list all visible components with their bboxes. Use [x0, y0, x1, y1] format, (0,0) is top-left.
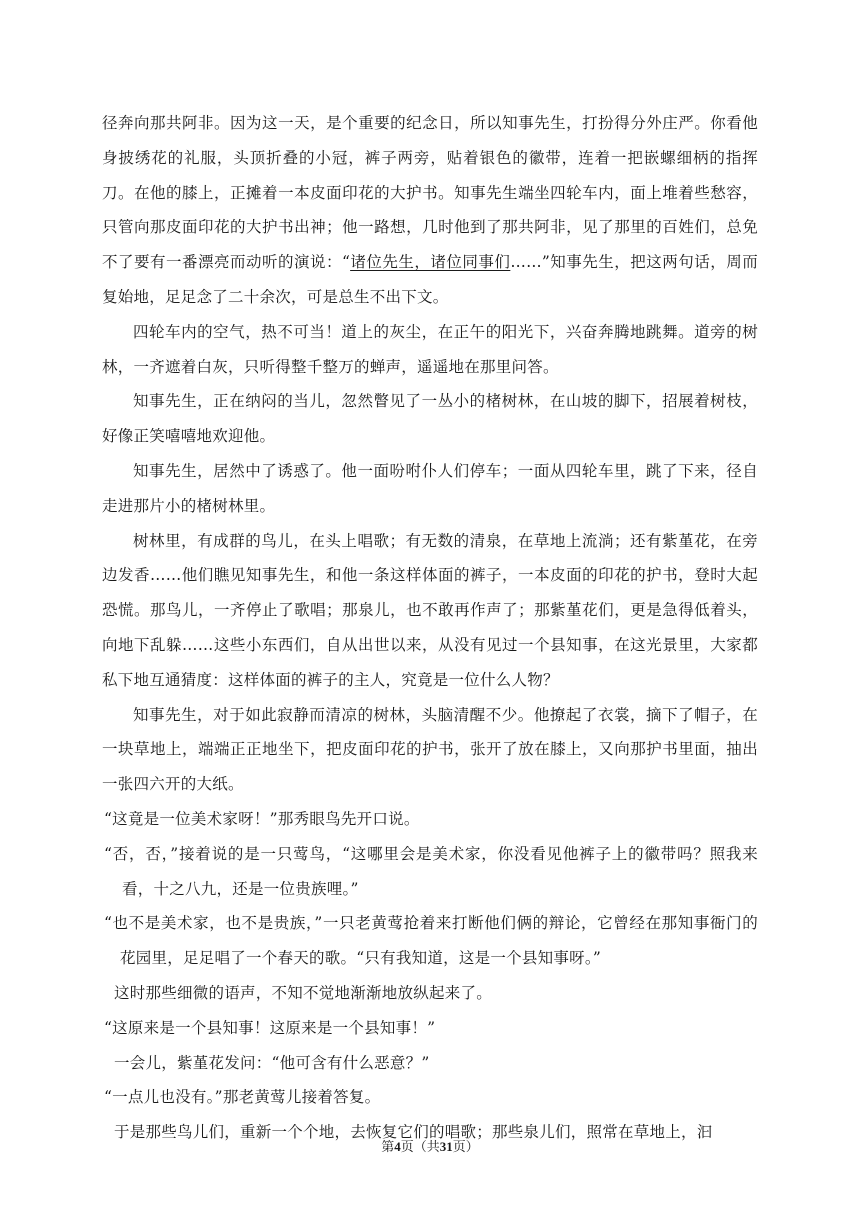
- dialogue-1: “这竟是一位美术家呀！”那秀眼鸟先开口说。: [104, 809, 420, 828]
- dialogue-6: “一点儿也没有。”那老黄莺儿接着答复。: [104, 1088, 381, 1107]
- underlined-phrase: 诸位先生，诸位同事们: [350, 253, 511, 272]
- paragraph-8: 于是那些鸟儿们，重新一个个地，去恢复它们的唱歌；那些泉儿们，照常在草地上，汩: [114, 1123, 713, 1142]
- paragraph-5: 树林里，有成群的鸟儿，在头上唱歌；有无数的清泉，在草地上流淌；还有紫堇花，在旁边发香……他们瞧见知事先生，和他一条这样体面的裤子，一本皮面的印花的护书，登时大起恐慌。那鸟儿，一齐停止了歌唱；那泉儿，也不敢再作声了；那紫堇花们，更是急得低着头，向地下乱躲……这些小东西们，自从出世以来，从没有见过一个县知事，在这光景里，大家都私下地互通猜度：这样体面的裤子的主人，究竟是一位什么人物？: [102, 531, 758, 689]
- dialogue-4: “这原来是一个县知事！这原来是一个县知事！”: [104, 1018, 436, 1037]
- dialogue-3: “也不是美术家，也不是贵族，”一只老黄莺抢着来打断他们俩的辩论，它曾经在那知事衙门的花园里，足足唱了一个春天的歌。“只有我知道，这是一个县知事呀。”: [104, 914, 758, 968]
- page-number: 4: [394, 1139, 401, 1154]
- paragraph-6: 知事先生，对于如此寂静而清凉的树林，头脑清醒不少。他撩起了衣裳，摘下了帽子，在一块草地上，端端正正地坐下，把皮面印花的护书，张开了放在膝上，又向那护书里面，抽出一张四六开的大纸。: [102, 705, 758, 794]
- dialogue-5: 一会儿，紫堇花发问：“他可含有什么恶意？”: [114, 1053, 430, 1072]
- paragraph-4: 知事先生，居然中了诱惑了。他一面吩咐仆人们停车；一面从四轮车里，跳了下来，径自走进那片小的楮树林里。: [102, 461, 758, 515]
- paragraph-1: 径奔向那共阿非。因为这一天，是个重要的纪念日，所以知事先生，打扮得分外庄严。你看他身披绣花的礼服，头顶折叠的小冠，裤子两旁，贴着银色的徽带，连着一把嵌螺细柄的指挥刀。在他的膝上，正摊着一本皮面印花的大护书。知事先生端坐四轮车内，面上堆着些愁容，只管向那皮面印花的大护书出神；他一路想，几时他到了那共阿非，见了那里的百姓们，总免不了要有一番漂亮而动听的演说：“诸位先生，诸位同事们……”知事先生，把这两句话，周而复始地，足足念了二十余次，可是总生不出下文。: [102, 114, 758, 306]
- paragraph-7: 这时那些细微的语声，不知不觉地渐渐地放纵起来了。: [114, 983, 493, 1002]
- paragraph-2: 四轮车内的空气，热不可当！道上的灰尘，在正午的阳光下，兴奋奔腾地跳舞。道旁的树林，一齐遮着白灰，只听得整千整万的蝉声，遥遥地在那里问答。: [102, 322, 758, 376]
- dialogue-2: “否，否，”接着说的是一只莺鸟，“这哪里会是美术家，你没看见他裤子上的徽带吗？照我来看，十之八九，还是一位贵族哩。”: [104, 844, 758, 898]
- paragraph-3: 知事先生，正在纳闷的当儿，忽然瞥见了一丛小的楮树林，在山坡的脚下，招展着树枝，好像正笑嘻嘻地欢迎他。: [102, 392, 758, 446]
- page-footer: 第4页（共31页）: [381, 1139, 479, 1155]
- story-text: [102, 106, 758, 1150]
- total-pages: 31: [439, 1139, 453, 1154]
